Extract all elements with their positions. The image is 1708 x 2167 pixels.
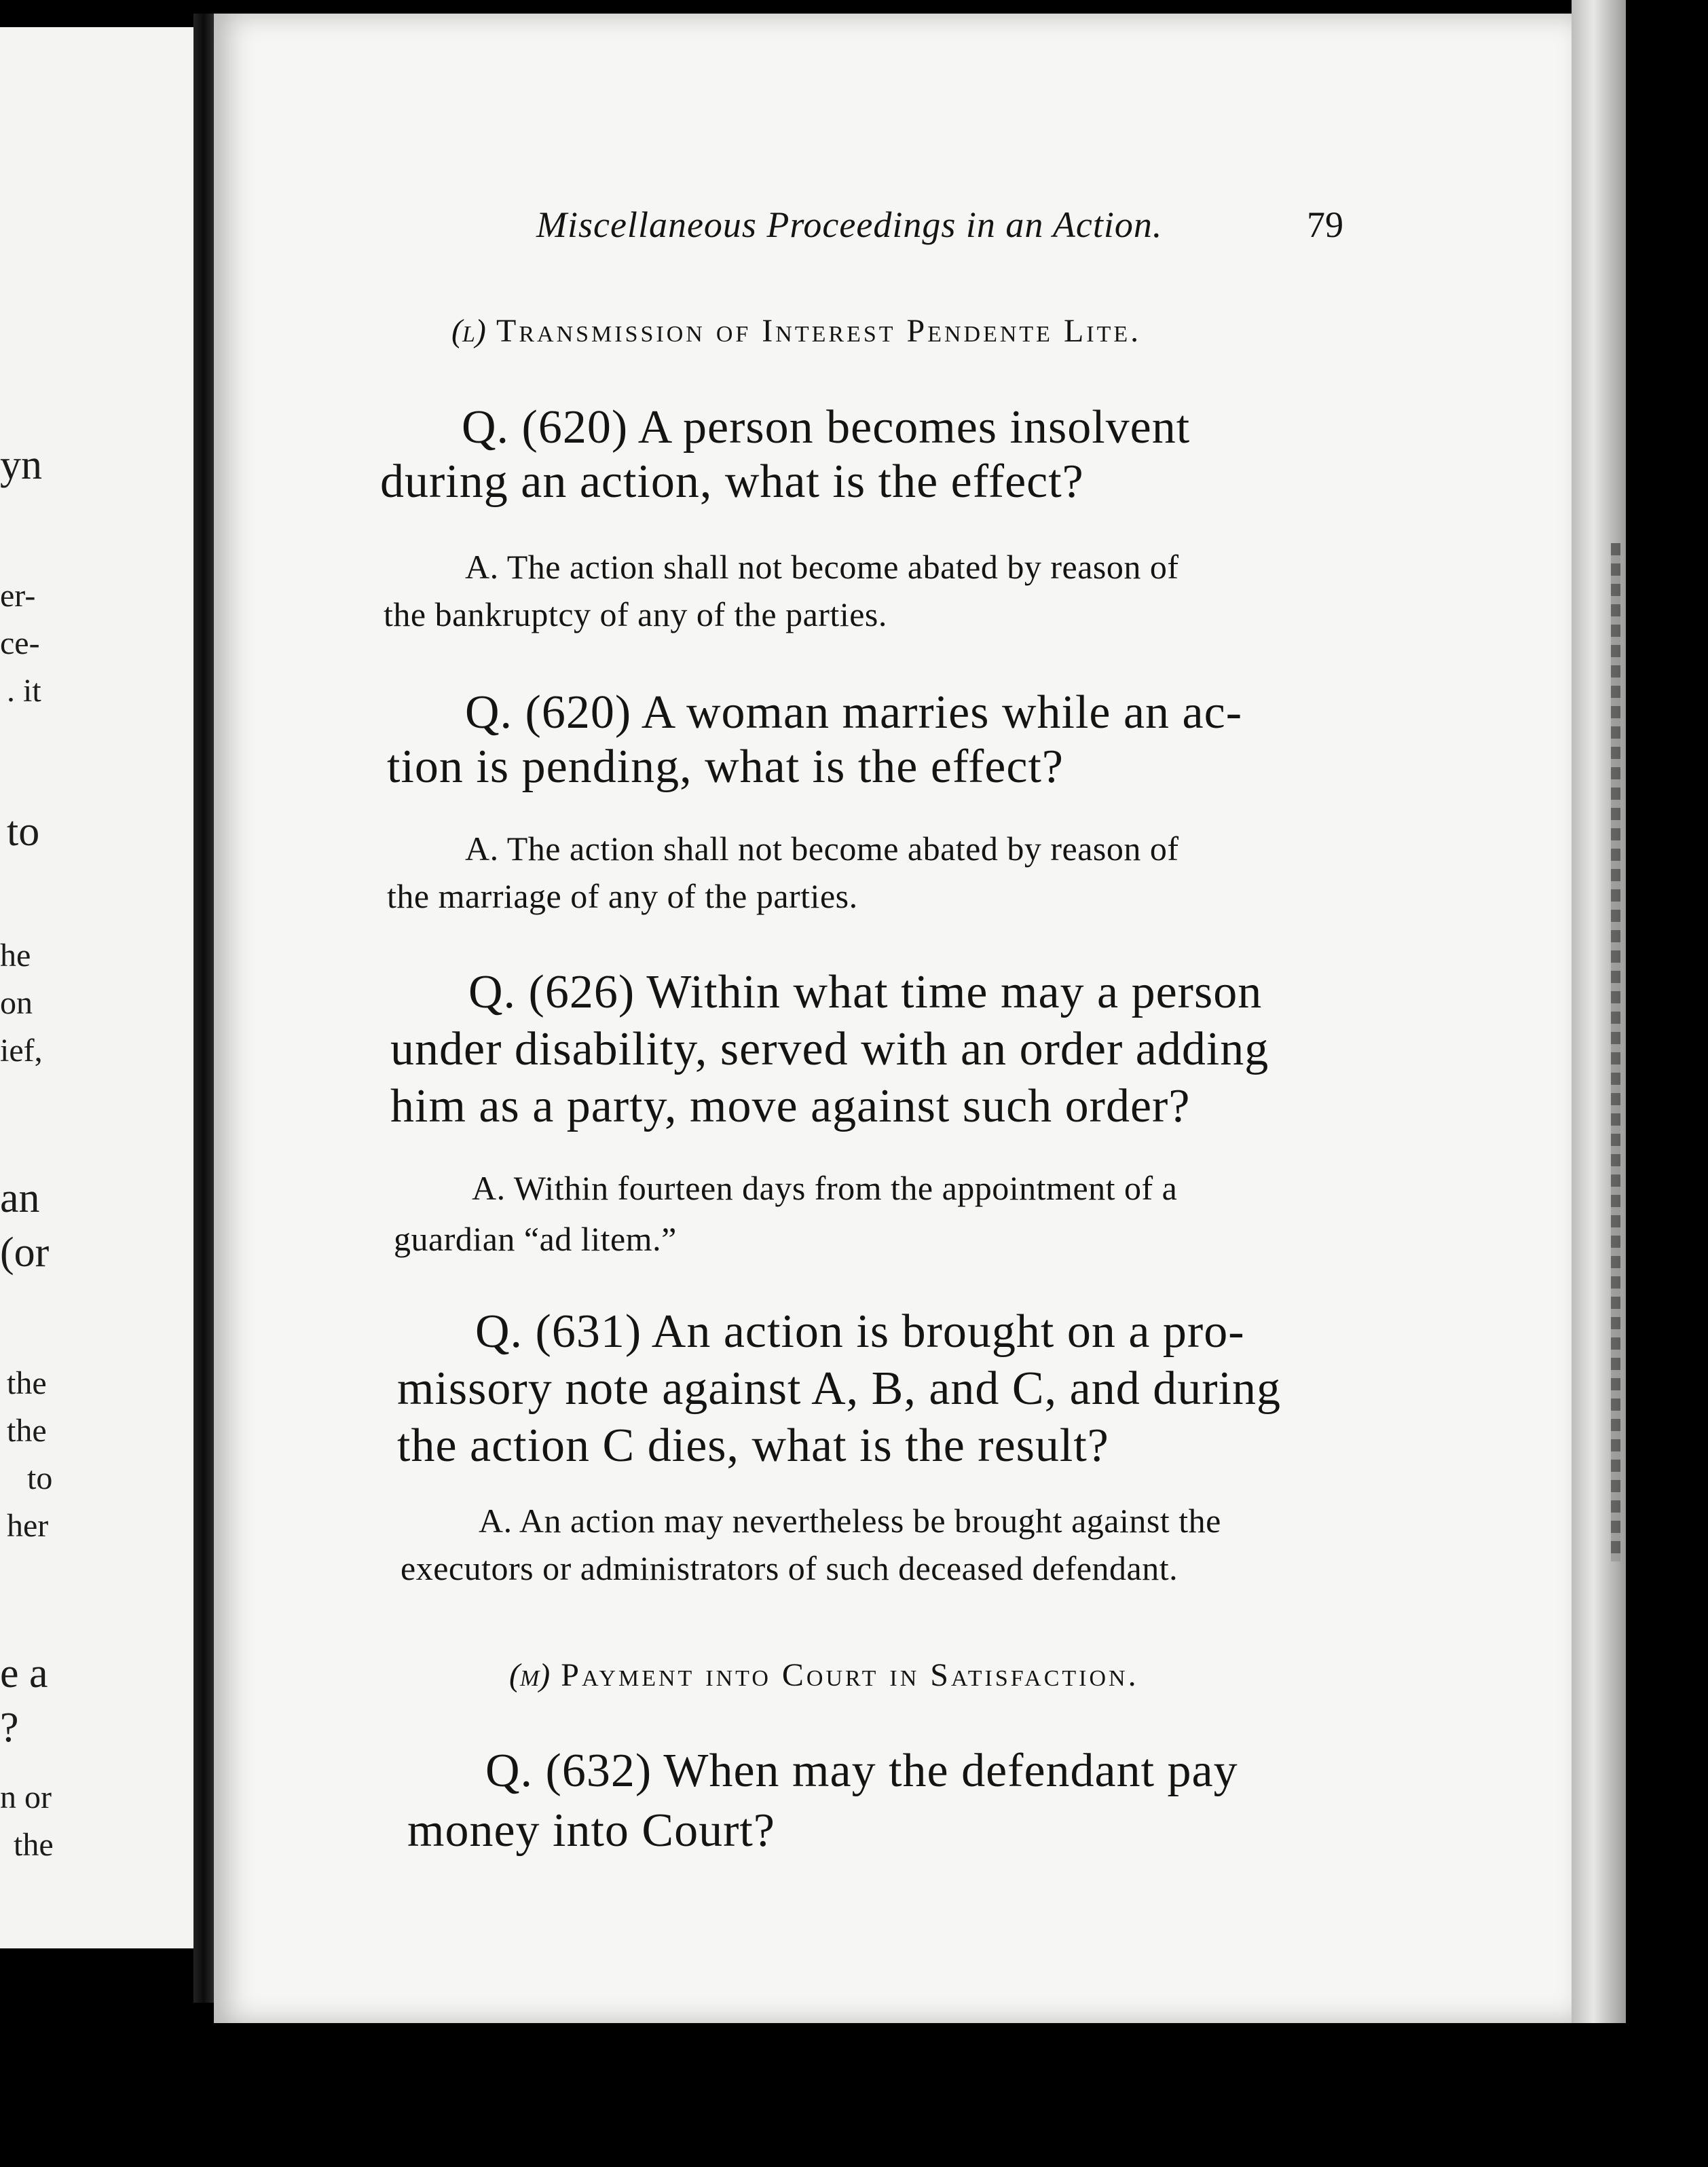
left-fragment: the xyxy=(14,1827,54,1863)
section-title: Transmission of Interest Pendente Lite. xyxy=(496,313,1142,349)
answer-block xyxy=(384,543,1179,638)
question-line: money into Court? xyxy=(407,1804,775,1857)
question-block xyxy=(387,686,1242,794)
left-fragment: er- xyxy=(0,578,36,614)
section-mark: (l) xyxy=(451,313,486,349)
question-line: under disability, served with an order adding xyxy=(390,1023,1269,1075)
answer-block xyxy=(401,1497,1221,1592)
question-line: the action C dies, what is the result? xyxy=(397,1420,1109,1472)
section-heading xyxy=(451,312,1141,350)
question-line: during an action, what is the effect? xyxy=(380,456,1084,508)
question-line: missory note against A, B, and C, and during xyxy=(397,1363,1281,1415)
section-title: Payment into Court in Satisfaction. xyxy=(561,1657,1139,1693)
page-number: 79 xyxy=(1307,204,1343,245)
left-fragment: he xyxy=(0,938,31,974)
page-edge xyxy=(1572,0,1626,2167)
left-fragment: n or xyxy=(0,1779,52,1815)
answer-line: A. Within fourteen days from the appointment of a xyxy=(472,1169,1178,1207)
answer-line: A. The action shall not become abated by reason of xyxy=(465,830,1179,868)
left-fragment: ce- xyxy=(0,625,40,661)
left-fragment: to xyxy=(7,809,40,855)
left-fragment: e a xyxy=(0,1650,48,1697)
question-block xyxy=(390,964,1269,1135)
left-fragment: ? xyxy=(0,1705,19,1751)
question-block xyxy=(407,1741,1238,1861)
answer-line: A. The action shall not become abated by reason of xyxy=(465,548,1179,586)
question-line: tion is pending, what is the effect? xyxy=(387,741,1064,793)
left-fragment: the xyxy=(7,1413,47,1449)
left-fragment: ief, xyxy=(0,1033,43,1069)
left-fragment: the xyxy=(7,1365,47,1401)
left-fragment: . it xyxy=(7,673,41,709)
answer-line: the marriage of any of the parties. xyxy=(387,877,858,915)
question-line: Q. (632) When may the defendant pay xyxy=(485,1745,1238,1797)
question-block xyxy=(380,401,1190,509)
question-block xyxy=(397,1303,1281,1475)
left-fragment: her xyxy=(7,1508,49,1544)
left-facing-page xyxy=(0,27,193,1948)
answer-block xyxy=(394,1161,1177,1263)
answer-line: the bankruptcy of any of the parties. xyxy=(384,595,887,633)
book-gutter xyxy=(193,14,214,2003)
question-line: him as a party, move against such order? xyxy=(390,1080,1191,1132)
section-mark: (m) xyxy=(509,1657,551,1693)
answer-block xyxy=(387,825,1179,920)
left-fragment: an xyxy=(0,1175,40,1221)
answer-line: executors or administrators of such deceased defendant. xyxy=(401,1549,1178,1587)
question-line: Q. (626) Within what time may a person xyxy=(468,966,1263,1018)
scan-border xyxy=(214,2023,1626,2167)
question-line: Q. (631) An action is brought on a pro- xyxy=(475,1305,1245,1358)
section-heading xyxy=(509,1656,1139,1694)
left-fragment: to xyxy=(27,1460,53,1496)
answer-line: A. An action may nevertheless be brought against the xyxy=(479,1502,1221,1540)
question-line: Q. (620) A person becomes insolvent xyxy=(462,401,1191,453)
left-fragment: (or xyxy=(0,1229,50,1276)
left-fragment: on xyxy=(0,985,33,1021)
question-line: Q. (620) A woman marries while an ac- xyxy=(465,686,1243,739)
left-fragment: yn xyxy=(0,442,42,488)
answer-line: guardian “ad litem.” xyxy=(394,1220,677,1258)
running-head: Miscellaneous Proceedings in an Action. xyxy=(536,204,1163,245)
